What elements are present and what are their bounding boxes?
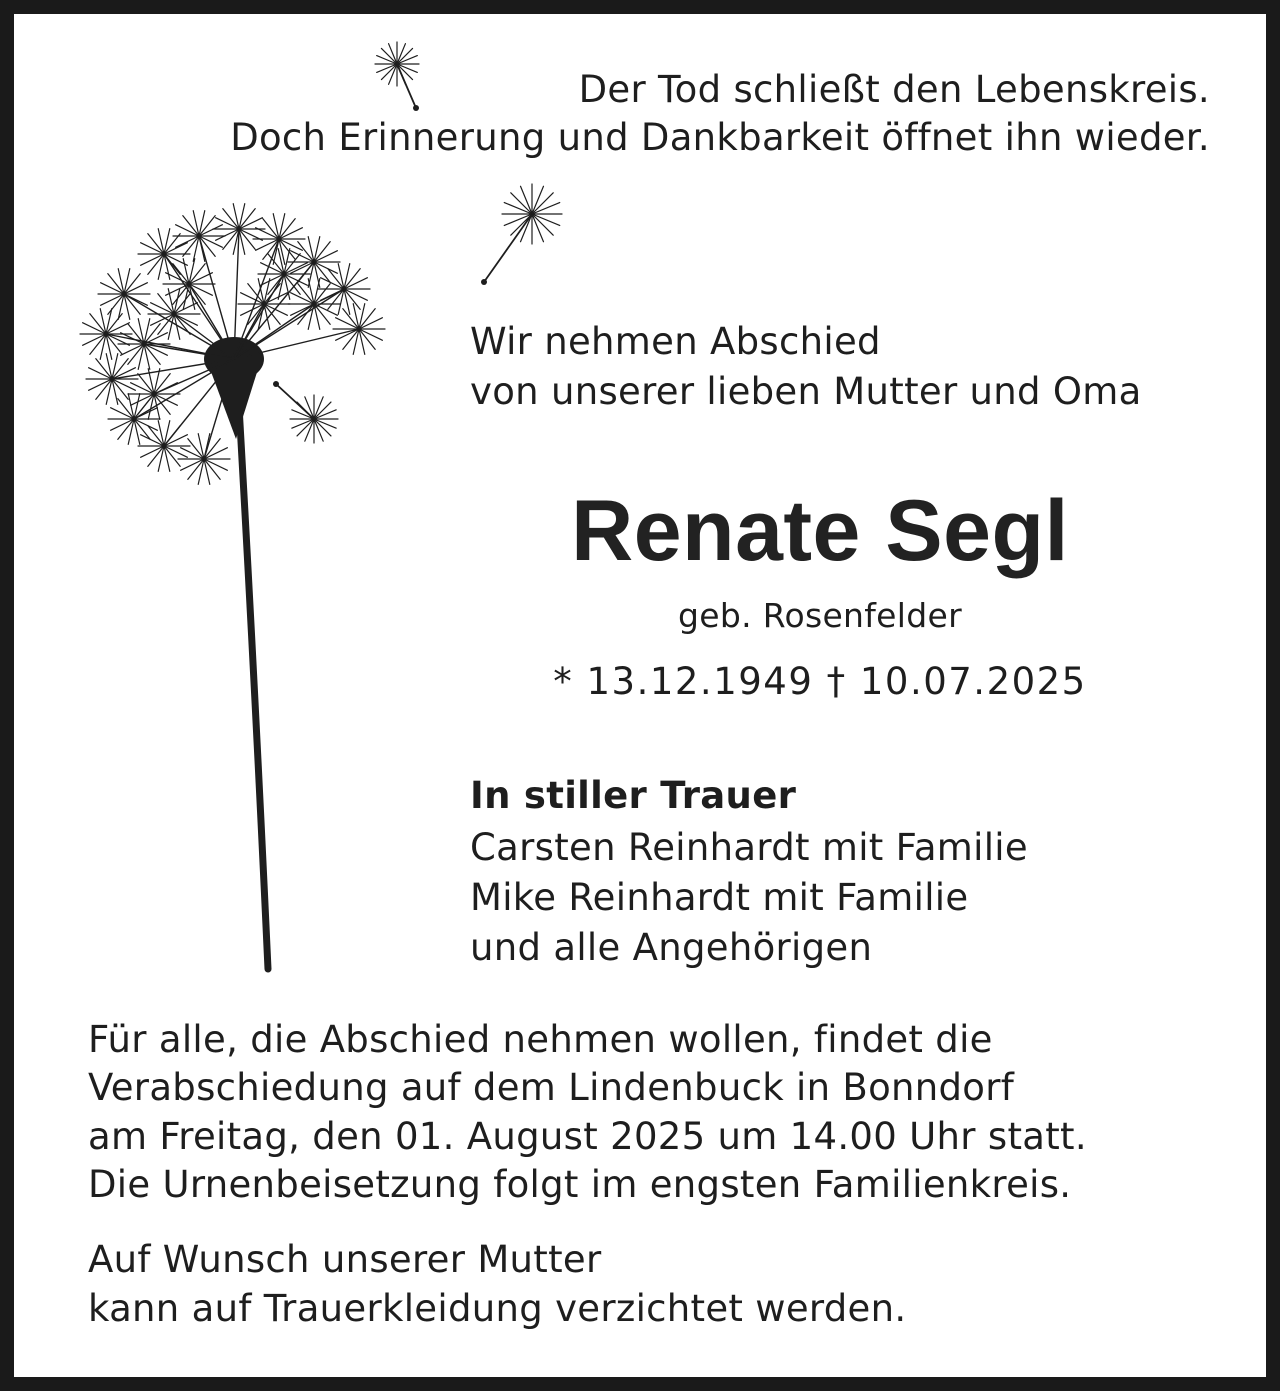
birth-name: geb. Rosenfelder [678,596,962,635]
ceremony-line: Für alle, die Abschied nehmen wollen, findet die [88,1018,993,1061]
dress-code-line: kann auf Trauerkleidung verzichtet werden. [88,1287,907,1330]
ceremony-line: Die Urnenbeisetzung folgt im engsten Familienkreis. [88,1163,1072,1206]
quote-line-2: Doch Erinnerung und Dankbarkeit öffnet ihn wieder. [230,116,1210,159]
obituary-card [14,14,1266,1377]
intro-line-1: Wir nehmen Abschied [470,320,881,363]
quote-line-1: Der Tod schließt den Lebenskreis. [578,68,1210,111]
deceased-name: Renate Segl [571,483,1069,579]
life-dates: * 13.12.1949 † 10.07.2025 [553,660,1087,703]
mourners-heading: In stiller Trauer [470,774,797,817]
ceremony-line: Verabschiedung auf dem Lindenbuck in Bonndorf [88,1066,1015,1109]
intro-line-2: von unserer lieben Mutter und Oma [470,370,1142,413]
mourner-line: Mike Reinhardt mit Familie [470,876,969,919]
ceremony-line: am Freitag, den 01. August 2025 um 14.00 Uhr statt. [88,1115,1087,1158]
dress-code-line: Auf Wunsch unserer Mutter [88,1238,602,1281]
mourner-line: Carsten Reinhardt mit Familie [470,826,1028,869]
mourner-line: und alle Angehörigen [470,926,873,969]
